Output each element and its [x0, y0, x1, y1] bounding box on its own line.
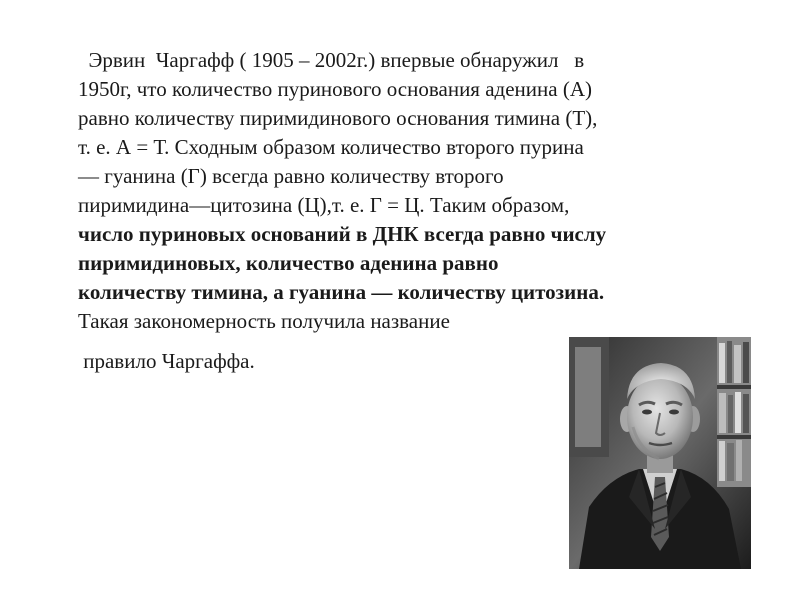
text-line-2: 1950г, что количество пуринового основания аденина (А): [78, 77, 592, 101]
text-line-7-bold: число пуриновых оснований в ДНК всегда равно числу: [78, 222, 607, 246]
text-line-5: — гуанина (Г) всегда равно количеству второго: [78, 164, 504, 188]
text-line-11: правило Чаргаффа.: [78, 349, 255, 373]
text-line-1: Эрвин Чаргафф ( 1905 – 2002г.) впервые обнаружил в: [78, 48, 585, 72]
text-line-10: Такая закономерность получила название: [78, 309, 450, 333]
portrait-photo-icon: [569, 337, 751, 569]
text-line-8-bold: пиримидиновых, количество аденина равно: [78, 251, 499, 275]
text-line-3: равно количеству пиримидинового основания тимина (Т),: [78, 106, 598, 130]
text-line-4: т. е. А = Т. Сходным образом количество второго пурина: [78, 135, 584, 159]
text-line-9-bold: количеству тимина, а гуанина — количеству цитозина.: [78, 280, 605, 304]
text-line-6: пиримидина—цитозина (Ц),т. е. Г = Ц. Таким образом,: [78, 193, 570, 217]
